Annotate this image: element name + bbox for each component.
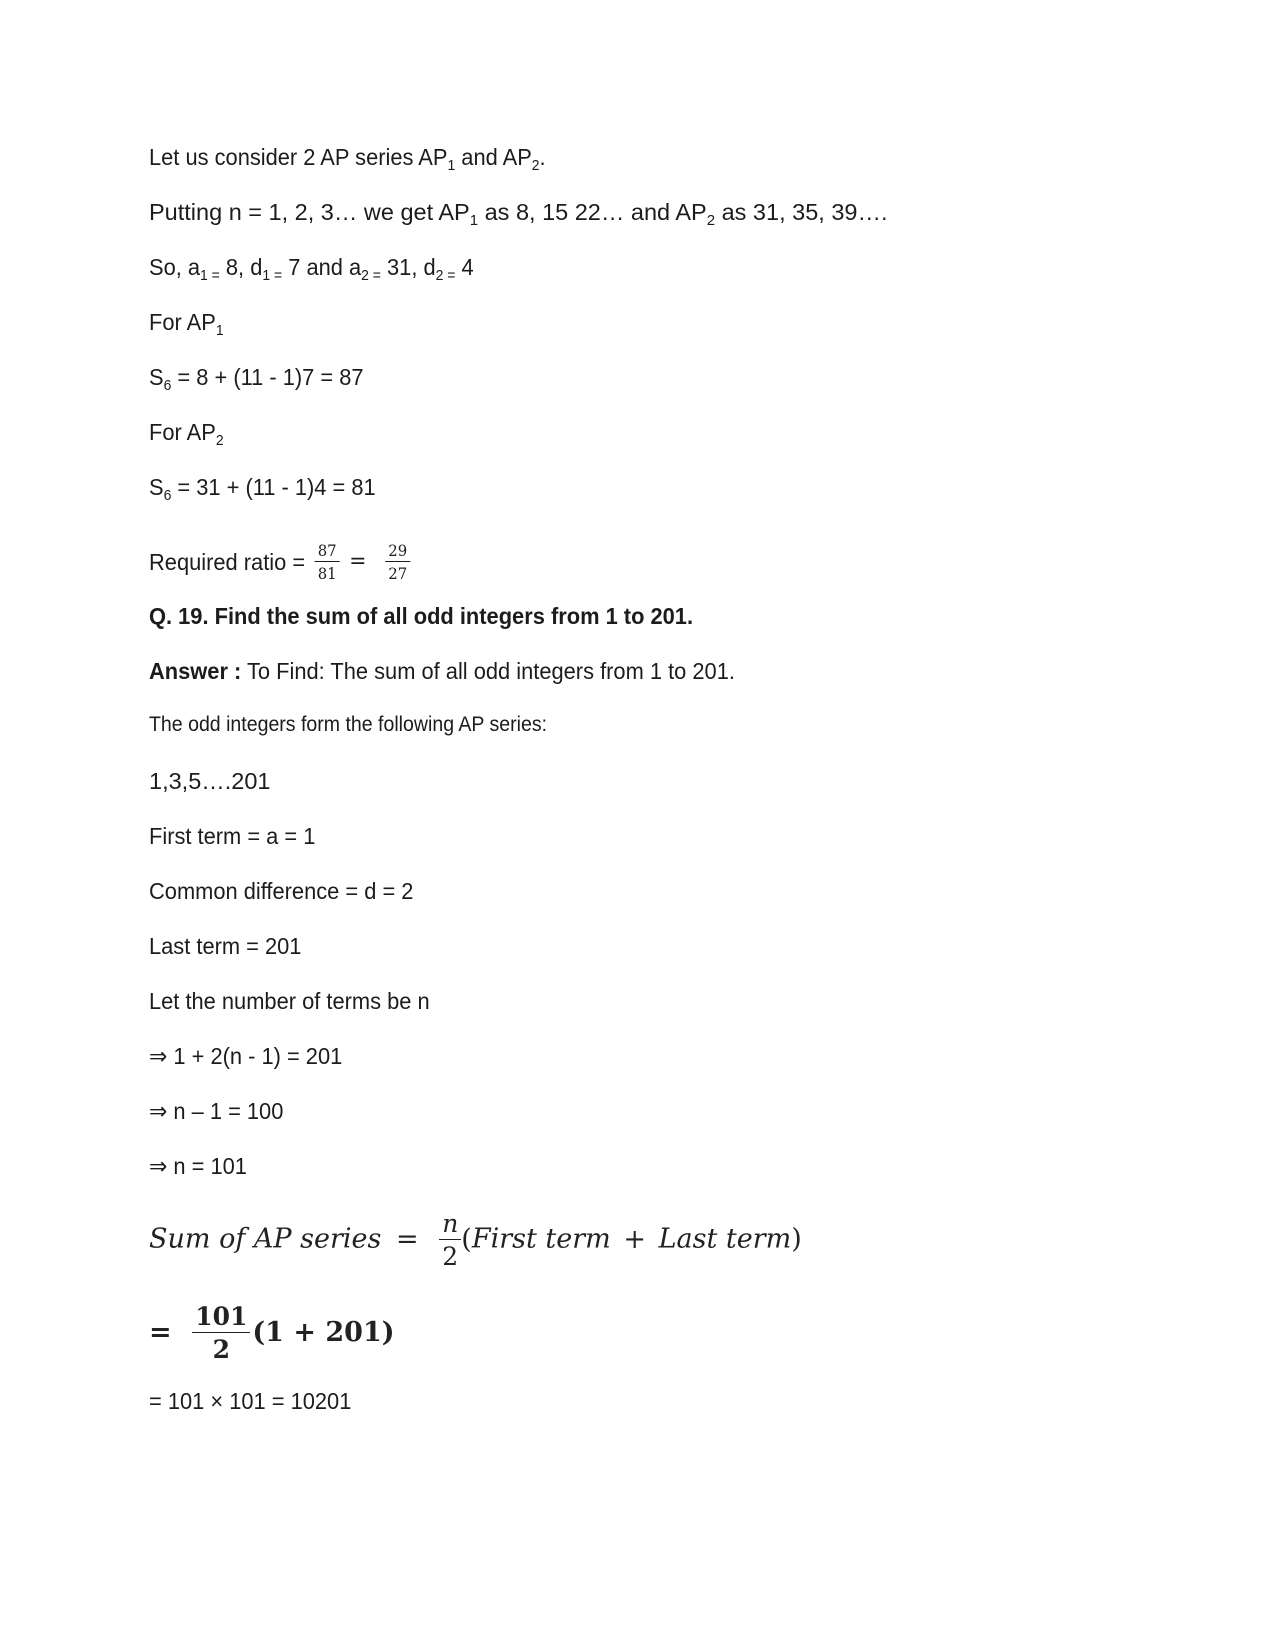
fraction xyxy=(315,541,340,583)
line-consider-ap xyxy=(149,142,546,176)
numerator: 87 xyxy=(315,541,340,562)
text: . xyxy=(539,144,546,170)
text: = 8 + (11 - 1)7 = 87 xyxy=(171,364,364,390)
denominator: 2 xyxy=(442,1241,459,1271)
equals-sign: = xyxy=(149,1316,172,1348)
numerator: n xyxy=(439,1209,461,1240)
line-series: 1,3,5….201 xyxy=(149,768,271,794)
text: 7 and a xyxy=(282,254,362,280)
text: S xyxy=(149,364,164,390)
paren: ) xyxy=(791,1223,802,1255)
text: 31, d xyxy=(380,254,436,280)
subscript: 1 xyxy=(215,322,224,339)
paren: ( xyxy=(461,1223,472,1255)
text: = 31 + (11 - 1)4 = 81 xyxy=(171,474,376,500)
subscript: 1 xyxy=(447,157,456,174)
line-required-ratio xyxy=(149,536,414,586)
formula-lhs: Sum of AP series xyxy=(149,1223,382,1255)
plus-sign: + xyxy=(623,1223,646,1255)
line-for-ap2 xyxy=(149,417,224,451)
fraction xyxy=(192,1302,250,1364)
text: as 8, 15 22… and AP xyxy=(478,199,707,225)
line-putting-n xyxy=(149,197,888,231)
text: and AP xyxy=(455,144,532,170)
line-step-2: ⇒ n – 1 = 100 xyxy=(149,1098,284,1124)
line-s6-ap1 xyxy=(149,362,364,396)
line-last-term: Last term = 201 xyxy=(149,933,302,959)
answer-label: Answer : xyxy=(149,658,242,684)
subscript: 6 xyxy=(163,377,172,394)
line-step-1: ⇒ 1 + 2(n - 1) = 201 xyxy=(149,1043,343,1069)
subscript: 2 = xyxy=(435,267,456,284)
subscript: 6 xyxy=(163,487,172,504)
numerator: 101 xyxy=(192,1302,250,1333)
fraction xyxy=(385,541,410,583)
text: 4 xyxy=(455,254,474,280)
text: Putting n = 1, 2, 3… we get AP xyxy=(149,199,470,225)
denominator: 81 xyxy=(317,563,337,583)
fraction xyxy=(439,1209,461,1271)
formula-rest: (1 + 201) xyxy=(252,1316,395,1348)
line-a1-d1 xyxy=(149,252,474,286)
formula-substitution xyxy=(149,1301,395,1364)
subscript: 1 = xyxy=(200,267,220,284)
text: Let us consider 2 AP series AP xyxy=(149,144,448,170)
line-for-ap1 xyxy=(149,307,224,341)
text: Required ratio = xyxy=(149,548,306,575)
text: So, a xyxy=(149,254,201,280)
subscript: 2 xyxy=(215,432,224,449)
denominator: 27 xyxy=(388,563,408,583)
text: as 31, 35, 39…. xyxy=(715,199,888,225)
answer-line xyxy=(149,656,735,686)
subscript: 2 xyxy=(706,212,716,229)
formula-sum-ap xyxy=(149,1208,802,1271)
subscript: 1 xyxy=(469,212,479,229)
numerator: 29 xyxy=(385,541,410,562)
equals-sign: = xyxy=(349,548,367,574)
equals-sign: = xyxy=(395,1223,419,1255)
line-s6-ap2 xyxy=(149,472,376,506)
text: S xyxy=(149,474,164,500)
term-first: First term xyxy=(471,1223,611,1255)
text: For AP xyxy=(149,419,216,445)
line-odd-integers: The odd integers form the following AP series: xyxy=(149,713,548,736)
term-last: Last term xyxy=(658,1223,792,1255)
subscript: 2 xyxy=(531,157,540,174)
answer-text: To Find: The sum of all odd integers from 1 to 201. xyxy=(241,658,735,684)
line-result: = 101 × 101 = 10201 xyxy=(149,1388,352,1414)
line-number-of-terms: Let the number of terms be n xyxy=(149,988,430,1014)
denominator: 2 xyxy=(212,1334,231,1364)
question-heading: Q. 19. Find the sum of all odd integers from 1 to 201. xyxy=(149,603,694,629)
text: For AP xyxy=(149,309,216,335)
subscript: 1 = xyxy=(262,267,283,284)
subscript: 2 = xyxy=(361,267,381,284)
line-first-term: First term = a = 1 xyxy=(149,823,316,849)
line-common-difference: Common difference = d = 2 xyxy=(149,878,414,904)
line-step-3: ⇒ n = 101 xyxy=(149,1153,247,1179)
text: 8, d xyxy=(219,254,263,280)
